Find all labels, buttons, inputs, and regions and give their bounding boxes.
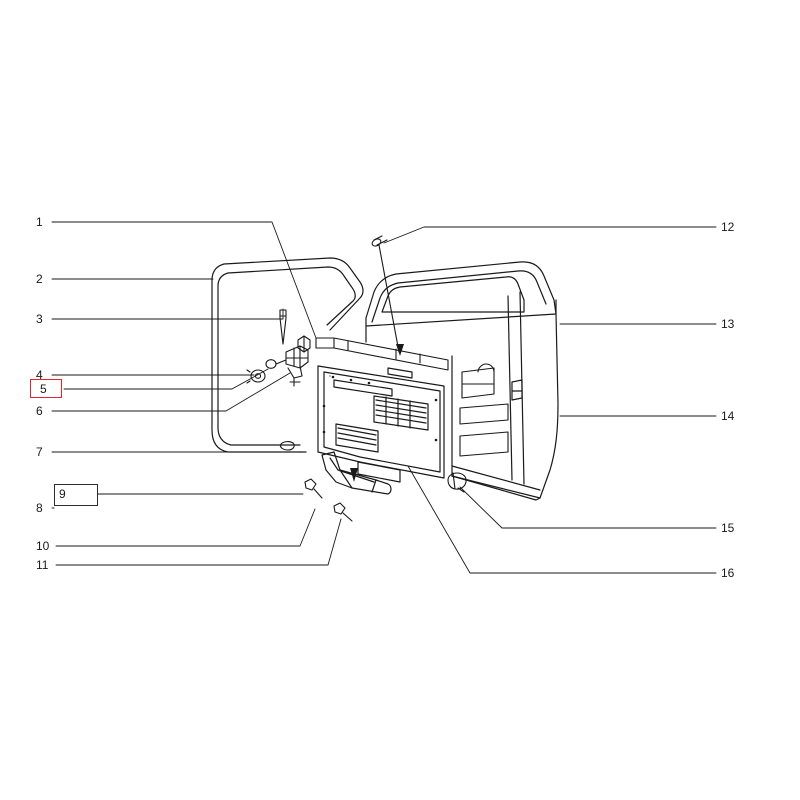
- callout-label-11: 11: [36, 558, 49, 572]
- callout-label-9: 9: [59, 487, 66, 501]
- callout-label-16: 16: [721, 566, 735, 580]
- callout-label-6: 6: [36, 404, 43, 418]
- part-11-screw: [334, 503, 352, 521]
- part-7-trim-clip: [280, 442, 294, 450]
- parts-5-6-door-latch-mechanism: [266, 336, 310, 386]
- part-10-screw: [305, 479, 322, 498]
- part-1-window-channel-rail: [316, 338, 448, 370]
- callout-label-12: 12: [721, 220, 735, 234]
- callout-label-2: 2: [36, 272, 43, 286]
- part-2-door-frame-seal: [212, 258, 363, 452]
- callout-label-7: 7: [36, 445, 43, 459]
- part-12-window-guide-pin: [371, 236, 399, 352]
- callout-label-10: 10: [36, 539, 50, 553]
- part-13-panel-clip-holes: [323, 376, 438, 442]
- part-13-door-trim-panel: [318, 366, 444, 482]
- callout-label-3: 3: [36, 312, 43, 326]
- callout-label-15: 15: [721, 521, 735, 535]
- callout-9-box: [54, 484, 98, 506]
- callout-label-1: 1: [36, 215, 43, 229]
- callout-label-5: 5: [40, 382, 47, 396]
- part-14-door-inner-panel: [460, 364, 508, 456]
- callout-label-4: 4: [36, 368, 43, 382]
- callout-label-8: 8: [36, 501, 43, 515]
- selected-part-highlight[interactable]: [30, 379, 62, 398]
- callout-label-14: 14: [721, 409, 735, 423]
- part-15-door-grommet: [448, 473, 466, 492]
- callout-label-13: 13: [721, 317, 735, 331]
